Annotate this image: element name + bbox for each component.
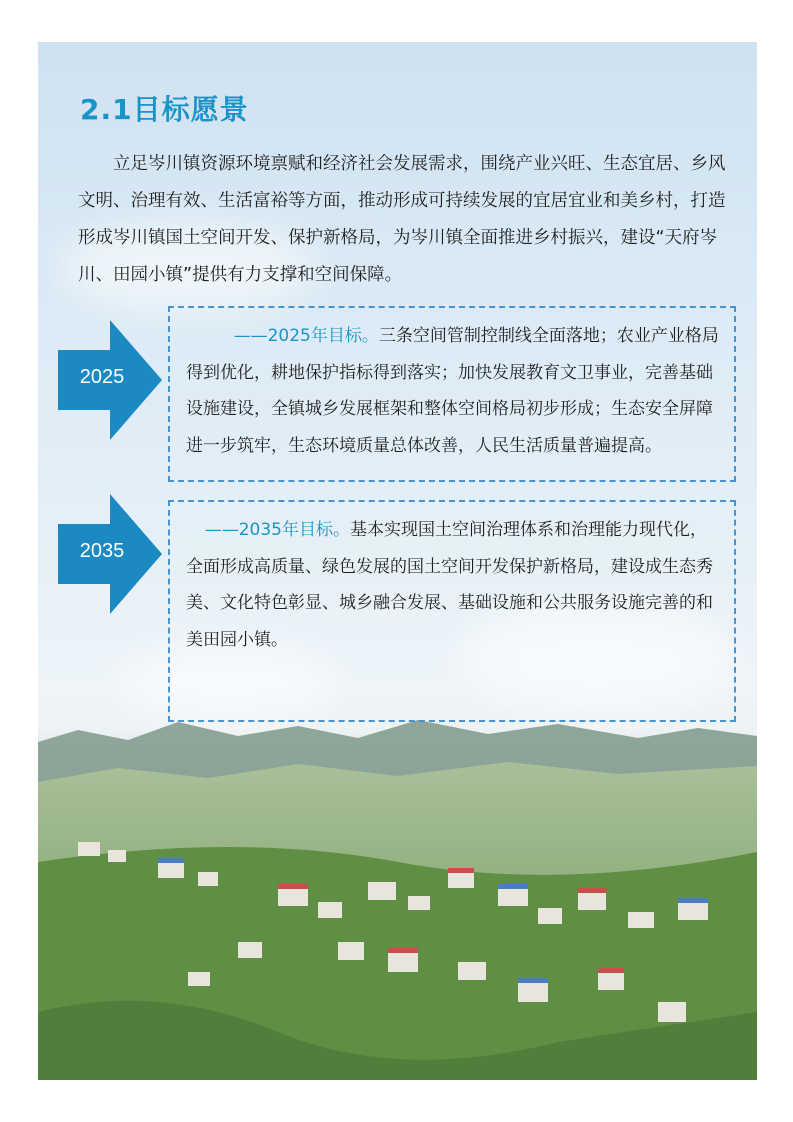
year-arrow-2035-label-wrap <box>58 494 162 614</box>
year-label-2025: 2025 <box>79 366 125 388</box>
section-title: 2.1目标愿景 <box>80 93 249 126</box>
intro-paragraph: 立足岑川镇资源环境禀赋和经济社会发展需求，围绕产业兴旺、生态宜居、乡风文明、治理有效、生活富裕等方面，推动形成可持续发展的宜居宜业和美乡村，打造形成岑川镇国土空间开发、保护新格局，为岑川镇全面推进乡村振兴，建设“天府岑川、田园小镇”提供有力支撑和空间保障。 <box>78 154 726 285</box>
goal-box-2035 <box>168 500 736 722</box>
page-background <box>38 42 757 1080</box>
goal-lead-2025: ——2025年目标。 <box>233 326 379 346</box>
town-landscape-photo <box>38 712 757 1080</box>
goal-body-2035: 基本实现国土空间治理体系和治理能力现代化，全面形成高质量、绿色发展的国土空间开发保护新格局，建设成生态秀美、文化特色彰显、城乡融合发展、基础设施和公共服务设施完善的和美田园小镇。 <box>186 520 713 650</box>
year-arrow-2025-label-wrap <box>58 320 162 440</box>
goal-body-2025: 三条空间管制控制线全面落地；农业产业格局得到优化，耕地保护指标得到落实；加快发展教育文卫事业，完善基础设施建设，全镇城乡发展框架和整体空间格局初步形成；生态安全屏障进一步筑牢，生态环境质量总体改善，人民生活质量普遍提高。 <box>186 326 719 456</box>
goal-lead-2035: ——2035年目标。 <box>204 520 350 540</box>
goal-box-2025 <box>168 306 736 482</box>
goal-text-2025 <box>170 308 734 464</box>
year-label-2035: 2035 <box>79 540 125 562</box>
goal-text-2035 <box>170 502 734 658</box>
